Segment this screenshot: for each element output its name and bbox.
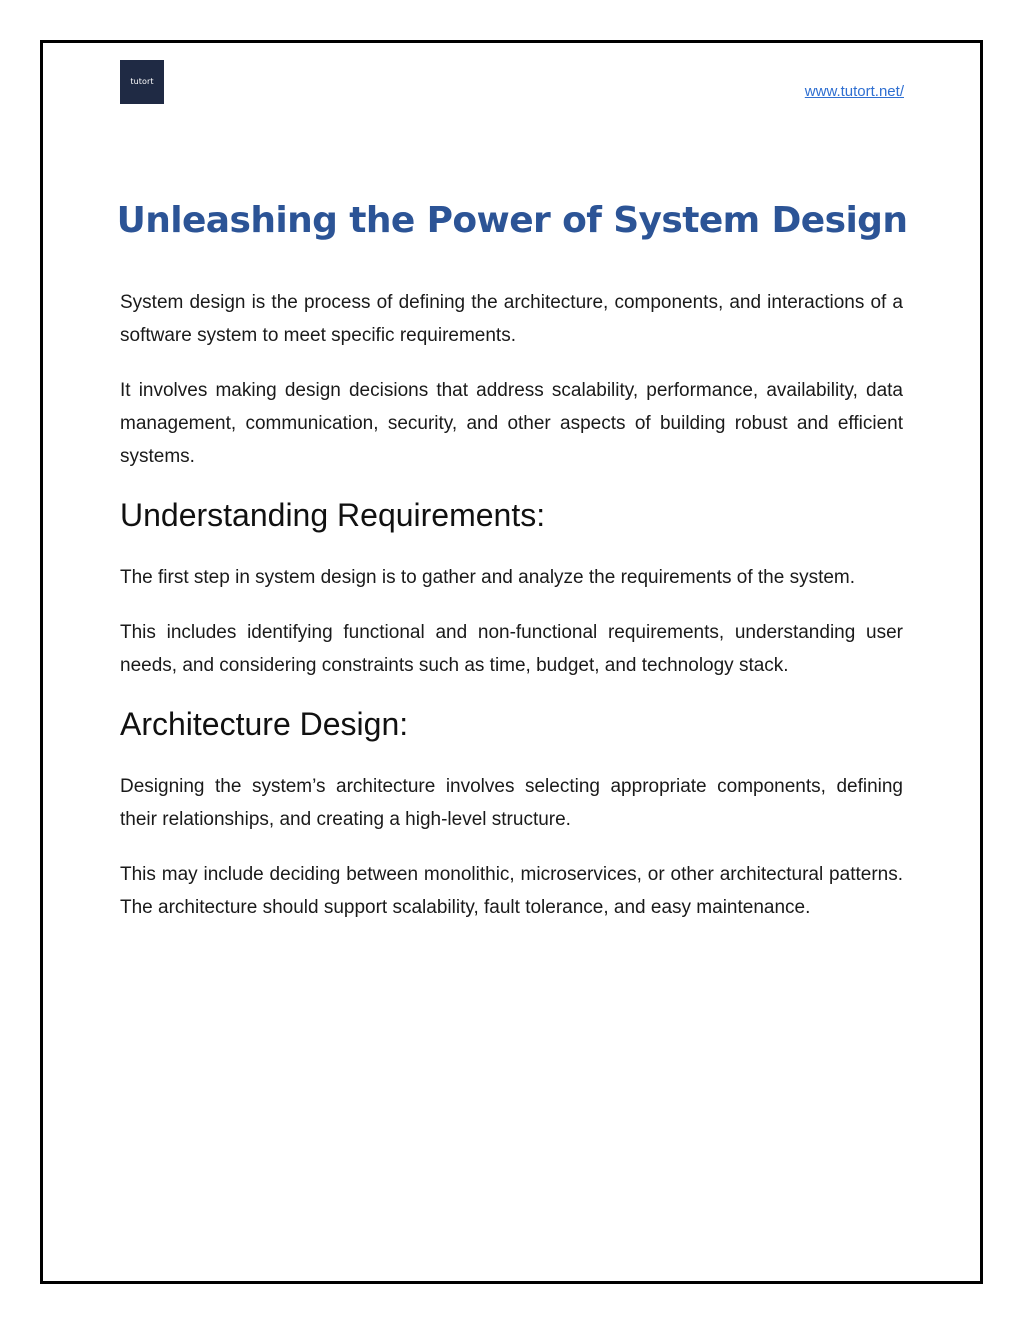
architecture-paragraph-2: This may include deciding between monolithic, microservices, or other architectural patterns. The architecture should support scalability, fault tolerance, and easy maintenance. bbox=[120, 864, 903, 918]
intro-paragraph-1: System design is the process of defining the architecture, components, and interactions of a software system to meet specific requirements. bbox=[120, 292, 903, 346]
section-heading-requirements: Understanding Requirements: bbox=[120, 497, 546, 533]
document-title: Unleashing the Power of System Design bbox=[116, 200, 908, 241]
website-link[interactable]: www.tutort.net/ bbox=[804, 83, 904, 100]
logo-text: tutort bbox=[130, 77, 154, 86]
tutort-logo[interactable] bbox=[120, 60, 164, 104]
document-body bbox=[120, 286, 903, 946]
architecture-paragraph-1: Designing the system’s architecture involves selecting appropriate components, defining their relationships, and creating a high-level structure. bbox=[120, 776, 903, 830]
requirements-paragraph-2: This includes identifying functional and non-functional requirements, understanding user needs, and considering constraints such as time, budget, and technology stack. bbox=[120, 622, 903, 676]
section-heading-architecture: Architecture Design: bbox=[120, 706, 409, 742]
requirements-paragraph-1: The first step in system design is to gather and analyze the requirements of the system. bbox=[120, 567, 856, 588]
intro-paragraph-2: It involves making design decisions that address scalability, performance, availability, data management, communication, security, and other aspects of building robust and efficient systems. bbox=[120, 380, 903, 467]
